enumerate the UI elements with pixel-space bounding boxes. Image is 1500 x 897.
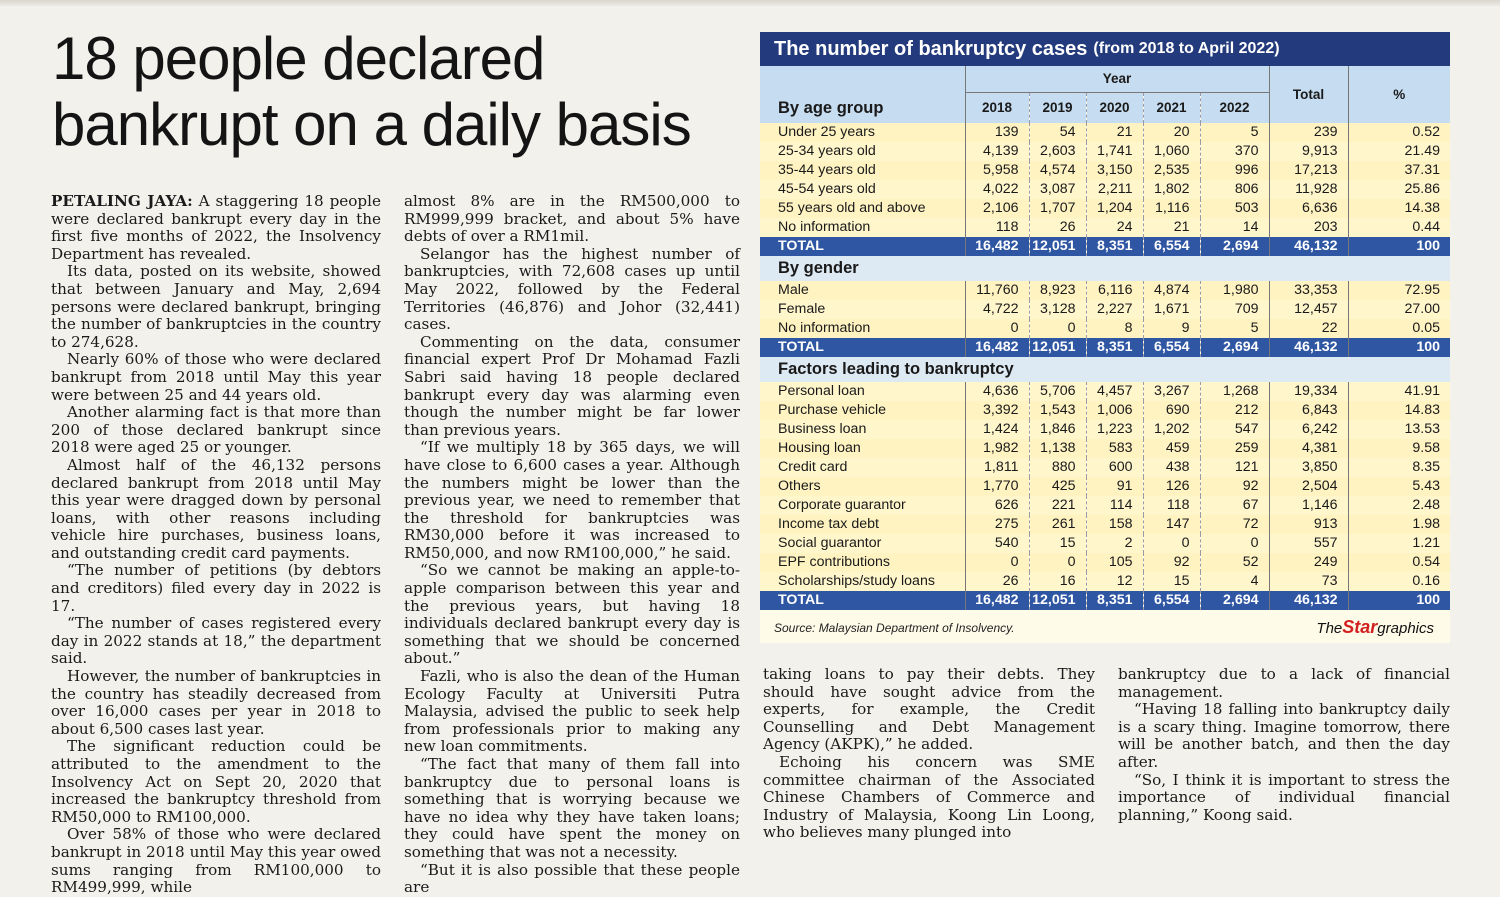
row-label: Credit card xyxy=(760,458,965,477)
cell-value: 1,707 xyxy=(1029,199,1086,218)
logo-the: The xyxy=(1316,620,1343,637)
article-paragraph xyxy=(404,862,740,897)
cell-total: 6,843 xyxy=(1269,401,1348,420)
article-paragraph xyxy=(51,615,381,668)
total-row xyxy=(760,338,1450,357)
cell-value: 212 xyxy=(1200,401,1269,420)
row-label: Male xyxy=(760,281,965,300)
table-row xyxy=(760,439,1450,458)
paragraph-text: Its data, posted on its website, showed that between January and May, 2,694 persons were declared bankrupt, bringing the number of bankruptcies in the country to 274,628. xyxy=(51,262,381,351)
cell-value: 92 xyxy=(1200,477,1269,496)
table-row xyxy=(760,420,1450,439)
article-paragraph xyxy=(763,666,1095,754)
total-percent: 100 xyxy=(1348,591,1450,610)
paragraph-text: bankruptcy due to a lack of financial management. xyxy=(1118,665,1450,701)
total-value: 6,554 xyxy=(1143,338,1200,357)
total-value: 8,351 xyxy=(1086,338,1143,357)
table-row xyxy=(760,496,1450,515)
cell-value: 1,811 xyxy=(965,458,1029,477)
table-source: Source: Malaysian Department of Insolvency. xyxy=(774,621,1015,635)
cell-value: 438 xyxy=(1143,458,1200,477)
cell-total: 557 xyxy=(1269,534,1348,553)
grand-total: 46,132 xyxy=(1269,237,1348,256)
percent-column-header: % xyxy=(1348,66,1450,123)
thestar-graphics-logo xyxy=(1316,617,1434,638)
table-row xyxy=(760,123,1450,142)
article-paragraph xyxy=(51,826,381,896)
row-label: Housing loan xyxy=(760,439,965,458)
table-row xyxy=(760,300,1450,319)
section-header-row xyxy=(760,256,1450,281)
row-label: No information xyxy=(760,319,965,338)
cell-percent: 0.52 xyxy=(1348,123,1450,142)
table-row xyxy=(760,401,1450,420)
cell-value: 5 xyxy=(1200,319,1269,338)
cell-value: 1,116 xyxy=(1143,199,1200,218)
total-column-header: Total xyxy=(1269,66,1348,123)
cell-total: 17,213 xyxy=(1269,161,1348,180)
paragraph-text: Commenting on the data, consumer financial expert Prof Dr Mohamad Fazli Sabri said having 18 people declared bankrupt every day was alarming even though the number might be far lower than previous years. xyxy=(404,332,740,439)
cell-value: 21 xyxy=(1086,123,1143,142)
table-row xyxy=(760,458,1450,477)
cell-value: 0 xyxy=(1200,534,1269,553)
paragraph-text: “So, I think it is important to stress the importance of individual financial planning,” Koong said. xyxy=(1118,770,1450,824)
article-column-4 xyxy=(1118,666,1450,824)
cell-value: 4,022 xyxy=(965,180,1029,199)
cell-value: 1,006 xyxy=(1086,401,1143,420)
cell-total: 1,146 xyxy=(1269,496,1348,515)
cell-percent: 37.31 xyxy=(1348,161,1450,180)
row-label: No information xyxy=(760,218,965,237)
cell-percent: 21.49 xyxy=(1348,142,1450,161)
cell-value: 2,535 xyxy=(1143,161,1200,180)
article-column-1 xyxy=(51,193,381,897)
cell-value: 259 xyxy=(1200,439,1269,458)
cell-total: 6,636 xyxy=(1269,199,1348,218)
cell-percent: 2.48 xyxy=(1348,496,1450,515)
cell-value: 1,424 xyxy=(965,420,1029,439)
cell-value: 880 xyxy=(1029,458,1086,477)
paragraph-text: “The fact that many of them fall into bankruptcy due to personal loans is something that is worrying because we have no idea why they have taken loans; they could have spent the money on something that was not a necessity. xyxy=(404,755,740,861)
total-value: 12,051 xyxy=(1029,338,1086,357)
year-header-2021: 2021 xyxy=(1143,93,1200,124)
cell-value: 0 xyxy=(1029,319,1086,338)
total-value: 8,351 xyxy=(1086,237,1143,256)
cell-value: 3,128 xyxy=(1029,300,1086,319)
cell-value: 147 xyxy=(1143,515,1200,534)
total-value: 8,351 xyxy=(1086,591,1143,610)
cell-percent: 25.86 xyxy=(1348,180,1450,199)
dateline: PETALING JAYA: xyxy=(51,192,193,210)
paragraph-text: “But it is also possible that these people are xyxy=(404,860,740,897)
cell-percent: 8.35 xyxy=(1348,458,1450,477)
table-row xyxy=(760,477,1450,496)
total-value: 16,482 xyxy=(965,237,1029,256)
article-paragraph xyxy=(51,263,381,351)
paragraph-text: “So we cannot be making an apple-to-apple comparison between this year and the previous years, but having 18 individuals declared bankrupt every day is something that we should be concerned about.” xyxy=(404,561,740,668)
cell-value: 2,211 xyxy=(1086,180,1143,199)
year-header-2018: 2018 xyxy=(965,93,1029,124)
cell-percent: 9.58 xyxy=(1348,439,1450,458)
total-label: TOTAL xyxy=(760,237,965,256)
article-paragraph xyxy=(404,562,740,668)
paragraph-text: taking loans to pay their debts. They should have sought advice from the experts, for example, the Credit Counselling and Debt Management Agency (AKPK),” he added. xyxy=(763,665,1095,754)
cell-value: 54 xyxy=(1029,123,1086,142)
cell-percent: 0.44 xyxy=(1348,218,1450,237)
table-row xyxy=(760,534,1450,553)
cell-value: 3,392 xyxy=(965,401,1029,420)
cell-value: 91 xyxy=(1086,477,1143,496)
paragraph-text: Another alarming fact is that more than 200 of those declared bankrupt since 2018 were aged 25 or younger. xyxy=(51,403,381,457)
paragraph-text: Selangor has the highest number of bankruptcies, with 72,608 cases up until May 2022, followed by the Federal Territories (46,876) and Johor (32,441) cases. xyxy=(404,244,740,334)
article-paragraph xyxy=(763,754,1095,842)
paragraph-text: Nearly 60% of those who were declared bankrupt from 2018 until May this year were between 25 and 44 years old. xyxy=(51,350,381,404)
cell-value: 114 xyxy=(1086,496,1143,515)
table-row xyxy=(760,553,1450,572)
row-label: 55 years old and above xyxy=(760,199,965,218)
cell-total: 239 xyxy=(1269,123,1348,142)
cell-value: 1,138 xyxy=(1029,439,1086,458)
paragraph-text: Echoing his concern was SME committee chairman of the Associated Chinese Chambers of Commerce and Industry of Malaysia, Koong Lin Loong, who believes many plunged into xyxy=(763,752,1095,842)
cell-value: 92 xyxy=(1143,553,1200,572)
cell-value: 1,543 xyxy=(1029,401,1086,420)
row-label: Business loan xyxy=(760,420,965,439)
bankruptcy-table xyxy=(760,66,1450,610)
cell-total: 22 xyxy=(1269,319,1348,338)
article-paragraph xyxy=(51,457,381,563)
article-paragraph xyxy=(51,562,381,615)
table-row xyxy=(760,281,1450,300)
logo-star: Star xyxy=(1342,617,1378,637)
cell-value: 0 xyxy=(965,553,1029,572)
table-title: The number of bankruptcy cases xyxy=(774,37,1088,60)
total-percent: 100 xyxy=(1348,237,1450,256)
cell-value: 3,267 xyxy=(1143,382,1200,401)
cell-value: 547 xyxy=(1200,420,1269,439)
cell-value: 9 xyxy=(1143,319,1200,338)
row-label: Corporate guarantor xyxy=(760,496,965,515)
section-title-age: By age group xyxy=(760,93,965,124)
section-header-row xyxy=(760,357,1450,382)
cell-value: 690 xyxy=(1143,401,1200,420)
cell-value: 118 xyxy=(1143,496,1200,515)
article-paragraph xyxy=(404,246,740,334)
cell-percent: 13.53 xyxy=(1348,420,1450,439)
cell-percent: 27.00 xyxy=(1348,300,1450,319)
cell-value: 20 xyxy=(1143,123,1200,142)
row-label: 25-34 years old xyxy=(760,142,965,161)
table-row xyxy=(760,319,1450,338)
cell-total: 9,913 xyxy=(1269,142,1348,161)
cell-value: 1,846 xyxy=(1029,420,1086,439)
table-row xyxy=(760,180,1450,199)
cell-value: 105 xyxy=(1086,553,1143,572)
cell-value: 3,087 xyxy=(1029,180,1086,199)
article-paragraph xyxy=(51,193,381,263)
cell-value: 15 xyxy=(1143,572,1200,591)
cell-percent: 1.98 xyxy=(1348,515,1450,534)
cell-percent: 0.05 xyxy=(1348,319,1450,338)
paragraph-text: Fazli, who is also the dean of the Human Ecology Faculty at Universiti Putra Malaysia, advised the public to seek help from professionals prior to making any new loan commitments. xyxy=(404,667,740,756)
cell-value: 12 xyxy=(1086,572,1143,591)
cell-value: 370 xyxy=(1200,142,1269,161)
cell-total: 73 xyxy=(1269,572,1348,591)
table-row xyxy=(760,515,1450,534)
article-paragraph xyxy=(51,351,381,404)
header-blank xyxy=(760,66,965,93)
cell-percent: 1.21 xyxy=(1348,534,1450,553)
cell-total: 2,504 xyxy=(1269,477,1348,496)
cell-value: 1,741 xyxy=(1086,142,1143,161)
cell-total: 913 xyxy=(1269,515,1348,534)
row-label: Female xyxy=(760,300,965,319)
article-paragraph xyxy=(1118,701,1450,771)
row-label: Social guarantor xyxy=(760,534,965,553)
paragraph-text: “If we multiply 18 by 365 days, we will have close to 6,600 cases a year. Although the numbers might be lower than the previous year, we need to remember that the threshold for bankruptcies was RM30,000 before it was increased to RM50,000, and now RM100,000,” he said. xyxy=(404,438,740,562)
total-value: 2,694 xyxy=(1200,591,1269,610)
cell-value: 1,060 xyxy=(1143,142,1200,161)
cell-value: 806 xyxy=(1200,180,1269,199)
grand-total: 46,132 xyxy=(1269,338,1348,357)
total-label: TOTAL xyxy=(760,591,965,610)
grand-total: 46,132 xyxy=(1269,591,1348,610)
article-paragraph xyxy=(404,668,740,756)
cell-value: 126 xyxy=(1143,477,1200,496)
cell-value: 16 xyxy=(1029,572,1086,591)
cell-value: 425 xyxy=(1029,477,1086,496)
headline-line-1: 18 people declared xyxy=(52,25,545,92)
cell-value: 4,874 xyxy=(1143,281,1200,300)
cell-value: 8,923 xyxy=(1029,281,1086,300)
cell-value: 4,636 xyxy=(965,382,1029,401)
cell-percent: 0.16 xyxy=(1348,572,1450,591)
cell-value: 1,202 xyxy=(1143,420,1200,439)
cell-value: 4,457 xyxy=(1086,382,1143,401)
total-value: 2,694 xyxy=(1200,237,1269,256)
cell-total: 3,850 xyxy=(1269,458,1348,477)
cell-value: 261 xyxy=(1029,515,1086,534)
total-value: 12,051 xyxy=(1029,237,1086,256)
row-label: 45-54 years old xyxy=(760,180,965,199)
article-paragraph xyxy=(404,193,740,246)
cell-percent: 0.54 xyxy=(1348,553,1450,572)
article-paragraph xyxy=(51,668,381,738)
table-row xyxy=(760,382,1450,401)
cell-percent: 72.95 xyxy=(1348,281,1450,300)
table-row xyxy=(760,199,1450,218)
cell-value: 4,139 xyxy=(965,142,1029,161)
table-row xyxy=(760,572,1450,591)
total-row xyxy=(760,591,1450,610)
cell-value: 1,204 xyxy=(1086,199,1143,218)
cell-value: 600 xyxy=(1086,458,1143,477)
cell-value: 52 xyxy=(1200,553,1269,572)
cell-total: 19,334 xyxy=(1269,382,1348,401)
paragraph-text: “Having 18 falling into bankruptcy daily is a scary thing. Imagine tomorrow, there will be another batch, and then the day after. xyxy=(1118,700,1450,771)
page-top-edge xyxy=(0,0,1500,6)
row-label: Personal loan xyxy=(760,382,965,401)
row-label: Income tax debt xyxy=(760,515,965,534)
cell-value: 14 xyxy=(1200,218,1269,237)
cell-total: 6,242 xyxy=(1269,420,1348,439)
cell-value: 3,150 xyxy=(1086,161,1143,180)
cell-value: 2,603 xyxy=(1029,142,1086,161)
paragraph-text: “The number of petitions (by debtors and creditors) filed every day in 2022 is 17. xyxy=(51,561,381,615)
cell-percent: 41.91 xyxy=(1348,382,1450,401)
cell-value: 2,106 xyxy=(965,199,1029,218)
cell-value: 8 xyxy=(1086,319,1143,338)
article-paragraph xyxy=(404,756,740,862)
cell-value: 1,268 xyxy=(1200,382,1269,401)
total-row xyxy=(760,237,1450,256)
paragraph-text: A staggering 18 people were declared bankrupt every day in the first five months of 2022, the Insolvency Department has revealed. xyxy=(51,192,381,263)
cell-value: 2 xyxy=(1086,534,1143,553)
article-paragraph xyxy=(51,404,381,457)
cell-value: 121 xyxy=(1200,458,1269,477)
cell-value: 996 xyxy=(1200,161,1269,180)
logo-graphics: graphics xyxy=(1377,620,1434,637)
cell-value: 4 xyxy=(1200,572,1269,591)
cell-value: 0 xyxy=(1143,534,1200,553)
cell-value: 4,722 xyxy=(965,300,1029,319)
year-header-2022: 2022 xyxy=(1200,93,1269,124)
article-paragraph xyxy=(404,334,740,440)
row-label: Purchase vehicle xyxy=(760,401,965,420)
cell-value: 626 xyxy=(965,496,1029,515)
cell-value: 139 xyxy=(965,123,1029,142)
bankruptcy-table-graphic xyxy=(760,32,1450,643)
article-paragraph xyxy=(1118,772,1450,825)
row-label: Others xyxy=(760,477,965,496)
cell-value: 459 xyxy=(1143,439,1200,458)
total-value: 16,482 xyxy=(965,591,1029,610)
section-title: Factors leading to bankruptcy xyxy=(760,357,1450,382)
cell-total: 11,928 xyxy=(1269,180,1348,199)
cell-value: 275 xyxy=(965,515,1029,534)
cell-percent: 14.83 xyxy=(1348,401,1450,420)
article-column-2 xyxy=(404,193,740,897)
header-row-year xyxy=(760,66,1450,93)
year-header-2019: 2019 xyxy=(1029,93,1086,124)
article-paragraph xyxy=(51,738,381,826)
cell-percent: 14.38 xyxy=(1348,199,1450,218)
cell-value: 5 xyxy=(1200,123,1269,142)
table-row xyxy=(760,161,1450,180)
paragraph-text: However, the number of bankruptcies in the country has steadily decreased from over 16,000 cases per year in 2018 to about 6,500 cases last year. xyxy=(51,667,381,738)
cell-value: 158 xyxy=(1086,515,1143,534)
row-label: Under 25 years xyxy=(760,123,965,142)
paragraph-text: The significant reduction could be attributed to the amendment to the Insolvency Act on Sept 20, 2020 that increased the bankruptcy threshold from RM50,000 to RM100,000. xyxy=(51,737,381,826)
cell-value: 583 xyxy=(1086,439,1143,458)
cell-value: 5,958 xyxy=(965,161,1029,180)
cell-value: 11,760 xyxy=(965,281,1029,300)
cell-value: 503 xyxy=(1200,199,1269,218)
table-row xyxy=(760,142,1450,161)
cell-value: 72 xyxy=(1200,515,1269,534)
table-body xyxy=(760,66,1450,610)
cell-value: 1,980 xyxy=(1200,281,1269,300)
article-paragraph xyxy=(404,439,740,562)
cell-value: 540 xyxy=(965,534,1029,553)
cell-value: 24 xyxy=(1086,218,1143,237)
year-header-2020: 2020 xyxy=(1086,93,1143,124)
paragraph-text: “The number of cases registered every day in 2022 stands at 18,” the department said. xyxy=(51,614,381,668)
cell-value: 221 xyxy=(1029,496,1086,515)
cell-value: 118 xyxy=(965,218,1029,237)
total-value: 2,694 xyxy=(1200,338,1269,357)
total-value: 6,554 xyxy=(1143,591,1200,610)
paragraph-text: almost 8% are in the RM500,000 to RM999,999 bracket, and about 5% have debts of over a RM1mil. xyxy=(404,192,740,246)
total-label: TOTAL xyxy=(760,338,965,357)
cell-value: 15 xyxy=(1029,534,1086,553)
year-group-header: Year xyxy=(965,66,1269,93)
cell-value: 1,770 xyxy=(965,477,1029,496)
cell-value: 4,574 xyxy=(1029,161,1086,180)
cell-value: 709 xyxy=(1200,300,1269,319)
cell-value: 0 xyxy=(965,319,1029,338)
section-title: By gender xyxy=(760,256,1450,281)
cell-value: 1,982 xyxy=(965,439,1029,458)
row-label: Scholarships/study loans xyxy=(760,572,965,591)
cell-value: 26 xyxy=(965,572,1029,591)
article-column-3 xyxy=(763,666,1095,842)
cell-value: 1,671 xyxy=(1143,300,1200,319)
cell-value: 67 xyxy=(1200,496,1269,515)
cell-value: 26 xyxy=(1029,218,1086,237)
cell-value: 2,227 xyxy=(1086,300,1143,319)
total-value: 6,554 xyxy=(1143,237,1200,256)
total-percent: 100 xyxy=(1348,338,1450,357)
cell-value: 0 xyxy=(1029,553,1086,572)
cell-total: 12,457 xyxy=(1269,300,1348,319)
cell-value: 1,802 xyxy=(1143,180,1200,199)
total-value: 12,051 xyxy=(1029,591,1086,610)
cell-value: 5,706 xyxy=(1029,382,1086,401)
table-title-bar xyxy=(760,32,1450,66)
cell-total: 249 xyxy=(1269,553,1348,572)
paragraph-text: Over 58% of those who were declared bankrupt in 2018 until May this year owed sums ranging from RM100,000 to RM499,999, while xyxy=(51,825,381,897)
cell-total: 203 xyxy=(1269,218,1348,237)
row-label: EPF contributions xyxy=(760,553,965,572)
total-value: 16,482 xyxy=(965,338,1029,357)
cell-value: 6,116 xyxy=(1086,281,1143,300)
table-subtitle: (from 2018 to April 2022) xyxy=(1093,40,1280,57)
cell-total: 4,381 xyxy=(1269,439,1348,458)
headline-line-2: bankrupt on a daily basis xyxy=(52,91,691,158)
cell-total: 33,353 xyxy=(1269,281,1348,300)
cell-percent: 5.43 xyxy=(1348,477,1450,496)
cell-value: 21 xyxy=(1143,218,1200,237)
headline xyxy=(52,26,752,158)
table-row xyxy=(760,218,1450,237)
article-paragraph xyxy=(1118,666,1450,701)
cell-value: 1,223 xyxy=(1086,420,1143,439)
paragraph-text: Almost half of the 46,132 persons declared bankrupt from 2018 until May this year were dragged down by personal loans, with other reasons including vehicle hire purchases, business loans, and outstanding credit card payments. xyxy=(51,455,381,562)
row-label: 35-44 years old xyxy=(760,161,965,180)
